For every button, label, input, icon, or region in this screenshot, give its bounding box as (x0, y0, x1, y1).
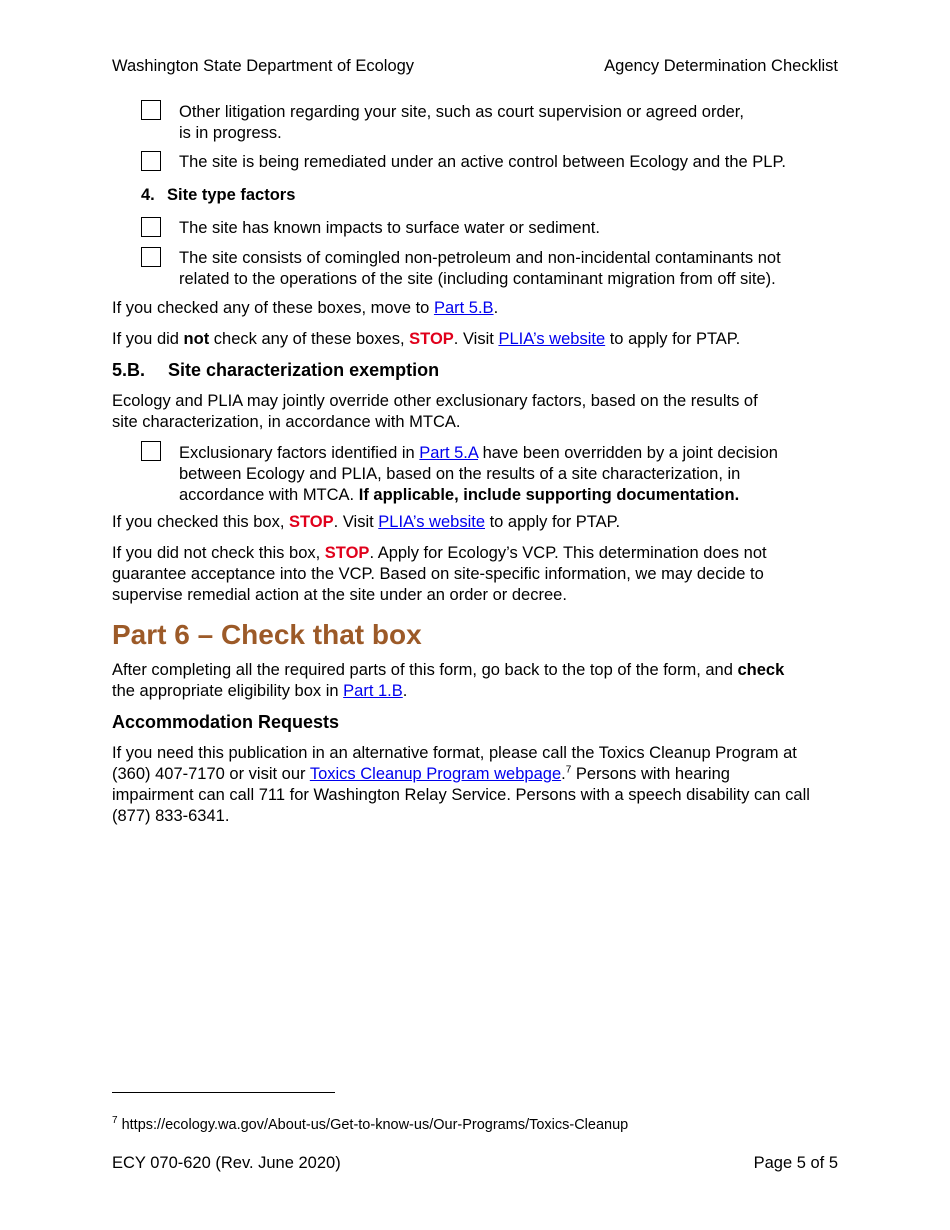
footnote-ref: 7 (565, 764, 572, 776)
stop-label: STOP (324, 544, 370, 562)
litigation-checkbox[interactable] (141, 100, 161, 120)
footnote: $^7$ https://ecology.wa.gov/About-us/Get-to-know-us/Our-Programs/Toxics-Cleanup (112, 1115, 629, 1133)
part-6-heading: Part 6 – Check that box (112, 619, 422, 650)
checked-box-instruction: If you checked this box, STOP. Visit PLIA’s website to apply for PTAP. (112, 513, 621, 531)
comingled-contaminants-checkbox-label: The site consists of comingled non-petroleum and non-incidental contaminants not related to the operations of the site (including contaminant migration from off site). (179, 249, 781, 288)
exclusionary-override-checkbox[interactable] (141, 441, 161, 461)
site-type-heading: 4. Site type factors (141, 186, 296, 204)
section-5b-intro: Ecology and PLIA may jointly override other exclusionary factors, based on the results of site characterization, in accordance with MTCA. (112, 392, 758, 431)
comingled-contaminants-checkbox[interactable] (141, 247, 161, 267)
stop-label: STOP (289, 513, 334, 531)
did-not-check-instruction: If you did not check any of these boxes, STOP. Visit PLIA’s website to apply for PTAP. (112, 330, 741, 348)
checked-any-instruction: If you checked any of these boxes, move to Part 5.B. (112, 299, 499, 317)
header-agency: Washington State Department of Ecology (112, 57, 415, 75)
litigation-checkbox-label: Other litigation regarding your site, such as court supervision or agreed order, is in progress. (179, 103, 744, 142)
header-doc-title: Agency Determination Checklist (604, 57, 838, 75)
part-6-instruction: After completing all the required parts of this form, go back to the top of the form, and check the appropriate eligibility box in Part 1.B. (112, 661, 785, 700)
exclusionary-override-checkbox-label: Exclusionary factors identified in Part 5.A have been overridden by a joint decision between Ecology and PLIA, based on the results of a site characterization, in accordance with MTCA. If applicable, include supporting documentation. (179, 444, 778, 504)
accommodation-heading: Accommodation Requests (112, 712, 340, 732)
footer-page-number: Page 5 of 5 (753, 1154, 838, 1172)
footnote-separator (112, 1092, 335, 1093)
accommodation-text: If you need this publication in an alternative format, please call the Toxics Cleanup Program at (360) 407-7170 or visit our Toxics Cleanup Program webpage.$^7$ Persons with hearing impairment can call 711 for Washington Relay Service. Persons with a speech disability can call (877) 833-6341. (112, 744, 810, 825)
active-control-checkbox[interactable] (141, 151, 161, 171)
part-5a-link[interactable]: Part 5.A (419, 444, 478, 462)
toxics-cleanup-link[interactable]: Toxics Cleanup Program webpage (309, 765, 562, 783)
plia-website-link[interactable]: PLIA’s website (378, 513, 485, 531)
plia-website-link[interactable]: PLIA’s website (498, 330, 606, 348)
surface-water-checkbox[interactable] (141, 217, 161, 237)
stop-label: STOP (409, 330, 454, 348)
part-5b-link[interactable]: Part 5.B (433, 299, 494, 317)
not-checked-instruction: If you did not check this box, STOP. Apply for Ecology’s VCP. This determination does not guarantee acceptance into the VCP. Based on site-specific information, we may decide to supervise remedial action at the site under an order or decree. (112, 544, 767, 604)
surface-water-checkbox-label: The site has known impacts to surface water or sediment. (179, 219, 600, 237)
section-5b-heading: 5.B. Site characterization exemption (112, 360, 440, 380)
part-1b-link[interactable]: Part 1.B (343, 682, 403, 700)
active-control-checkbox-label: The site is being remediated under an active control between Ecology and the PLP. (179, 153, 786, 171)
footer-form-number: ECY 070-620 (Rev. June 2020) (112, 1154, 341, 1172)
